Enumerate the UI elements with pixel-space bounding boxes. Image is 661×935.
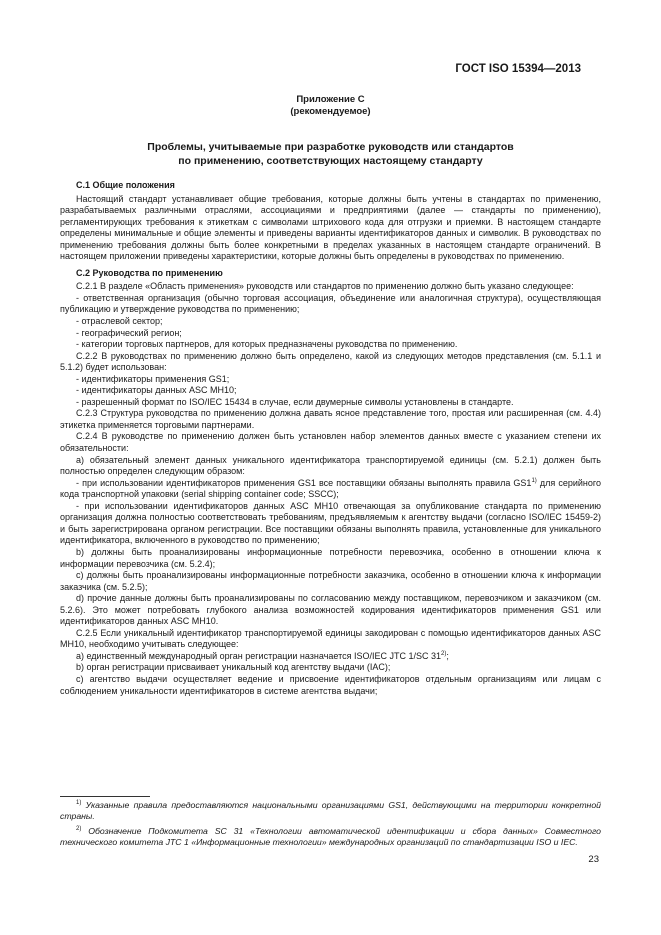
page-number: 23 xyxy=(588,854,599,865)
list-item: - ответственная организация (обычно торговая ассоциация, объединение или аналогичная структура), осуществляющая публикацию и утверждение руководства по применению; xyxy=(60,292,601,315)
footnote xyxy=(60,800,601,823)
annex-title xyxy=(60,141,601,168)
annex-label: Приложение С xyxy=(296,94,365,105)
list-item: - категории торговых партнеров, для которых предназначены руководства по применению. xyxy=(76,339,458,350)
footnote-ref: 2) xyxy=(441,650,447,657)
annex-title-line-1: Проблемы, учитываемые при разработке руководств или стандартов xyxy=(147,141,514,153)
list-item: а) обязательный элемент данных уникального идентификатора транспортируемой единицы (см. 5.2.1) должен быть полностью определен следующим образом: xyxy=(60,454,601,477)
text-run: для серийного кода транспортной упаковки (serial shipping container code; SSCC); xyxy=(60,477,601,500)
clause-c2-4: С.2.4 В руководстве по применению должен быть установлен набор элементов данных вместе с указанием степени их обязательности: xyxy=(60,431,601,454)
list-item: - идентификаторы применения GS1; xyxy=(76,373,230,384)
list-item: - разрешенный формат по ISO/IEC 15434 в случае, если двумерные символы установлены в стандарте. xyxy=(76,396,514,407)
list-item: - географический регион; xyxy=(76,327,182,338)
footnote-ref: 1) xyxy=(531,477,537,484)
footnote-text: Указанные правила предоставляются национальными организациями GS1, действующими на территории конкретной страны. xyxy=(60,800,601,822)
list-item: с) агентство выдачи осуществляет ведение и присвоение идентификаторов отдельным организациям или лицам с соблюдением уникальности идентификаторов в системе агентства выдачи; xyxy=(60,673,601,696)
annex-kind: (рекомендуемое) xyxy=(290,106,371,117)
list-item: - идентификаторы данных ASC MH10; xyxy=(76,385,237,396)
footnote-text: Обозначение Подкомитета SC 31 «Технологии автоматической идентификации и сбора данных» Совместного технического комитета JTC 1 «Информационные технологии» международных организаций по стандартизации ISO и IEC. xyxy=(60,825,601,847)
list-item: - отраслевой сектор; xyxy=(76,316,163,327)
annex-title-line-2: по применению, соответствующих настоящему стандарту xyxy=(178,154,483,167)
annex-heading xyxy=(0,94,661,118)
clause-c2-1: С.2.1 В разделе «Область применения» руководств или стандартов по применению должно быть указано следующее: xyxy=(76,281,574,292)
standard-designation: ГОСТ ISO 15394—2013 xyxy=(455,63,581,75)
text-run: ; xyxy=(446,650,449,661)
footnotes xyxy=(60,796,601,851)
clause-c2-2: С.2.2 В руководствах по применению должно быть определено, какой из следующих методов представления (см. 5.1.1 и 5.1.2) будет использован: xyxy=(60,350,601,373)
text-run: - при использовании идентификаторов применения GS1 все поставщики обязаны выполнять правила GS1 xyxy=(76,477,532,488)
document-body xyxy=(60,180,601,697)
list-item: с) должны быть проанализированы информационные потребности заказчика, особенно в отношении ключа к информации заказчика (см. 5.2.5); xyxy=(60,570,601,592)
section-heading-c2: С.2 Руководства по применению xyxy=(76,267,223,278)
text-run: а) единственный международный орган регистрации назначается ISO/IEC JTC 1/SC 31 xyxy=(76,650,442,661)
list-item xyxy=(60,651,601,663)
list-item xyxy=(60,478,601,501)
section-heading-c1: С.1 Общие положения xyxy=(76,180,175,190)
paragraph: Настоящий стандарт устанавливает общие требования, которые должны быть учтены в стандартах по применению, разрабатываемых различными отраслями, ассоциациями и предприятиями (далее — стандарты по применению), регламентирующих требования к этикеткам с символами штрихового кода для отгрузки и приемки. В настоящем стандарте определены минимальные и общие элементы и приведены варианты идентификаторов данных и символик. В руководствах по применению требования должны быть более конкретными в пределах указанных в настоящем стандарте ограничений. В настоящем приложении приведены характеристики, которые должны быть определены в руководствах по применению. xyxy=(60,193,601,262)
clause-c2-5: С.2.5 Если уникальный идентификатор транспортируемой единицы закодирован с помощью идентификаторов данных ASC MH10, необходимо учитывать следующее: xyxy=(60,627,601,650)
list-item: d) прочие данные должны быть проанализированы по согласованию между поставщиком, перевозчиком и заказчиком (см. 5.2.6). Это может потребовать глубокого анализа возможностей кодирования идентификаторов применения GS1 или идентификаторов данных ASC MH10. xyxy=(60,593,601,627)
footnote-divider xyxy=(60,796,150,797)
clause-c2-3: С.2.3 Структура руководства по применению должна давать ясное представление того, простая или расширенная (см. 4.4) этикетка применяется торговыми партнерами. xyxy=(60,408,601,430)
list-item: b) должны быть проанализированы информационные потребности перевозчика, особенно в отношении ключа к информации перевозчика (см. 5.2.4); xyxy=(60,546,601,569)
footnote-mark: 2) xyxy=(76,825,82,832)
footnote xyxy=(60,826,601,849)
list-item: - при использовании идентификаторов данных ASC MH10 отвечающая за опубликование стандарта по применению организация должна полностью соответствовать требованиям, предъявляемым к агентству выдачи (согласно ISO/IEC 15459-2) и быть зарегистрирована органом регистрации. Все поставщики обязаны выполнять правила, установленные для уникального идентификатора, включенного в руководство по применению; xyxy=(60,500,601,546)
list-item: b) орган регистрации присваивает уникальный код агентству выдачи (IAC); xyxy=(76,662,391,673)
footnote-mark: 1) xyxy=(76,800,82,807)
